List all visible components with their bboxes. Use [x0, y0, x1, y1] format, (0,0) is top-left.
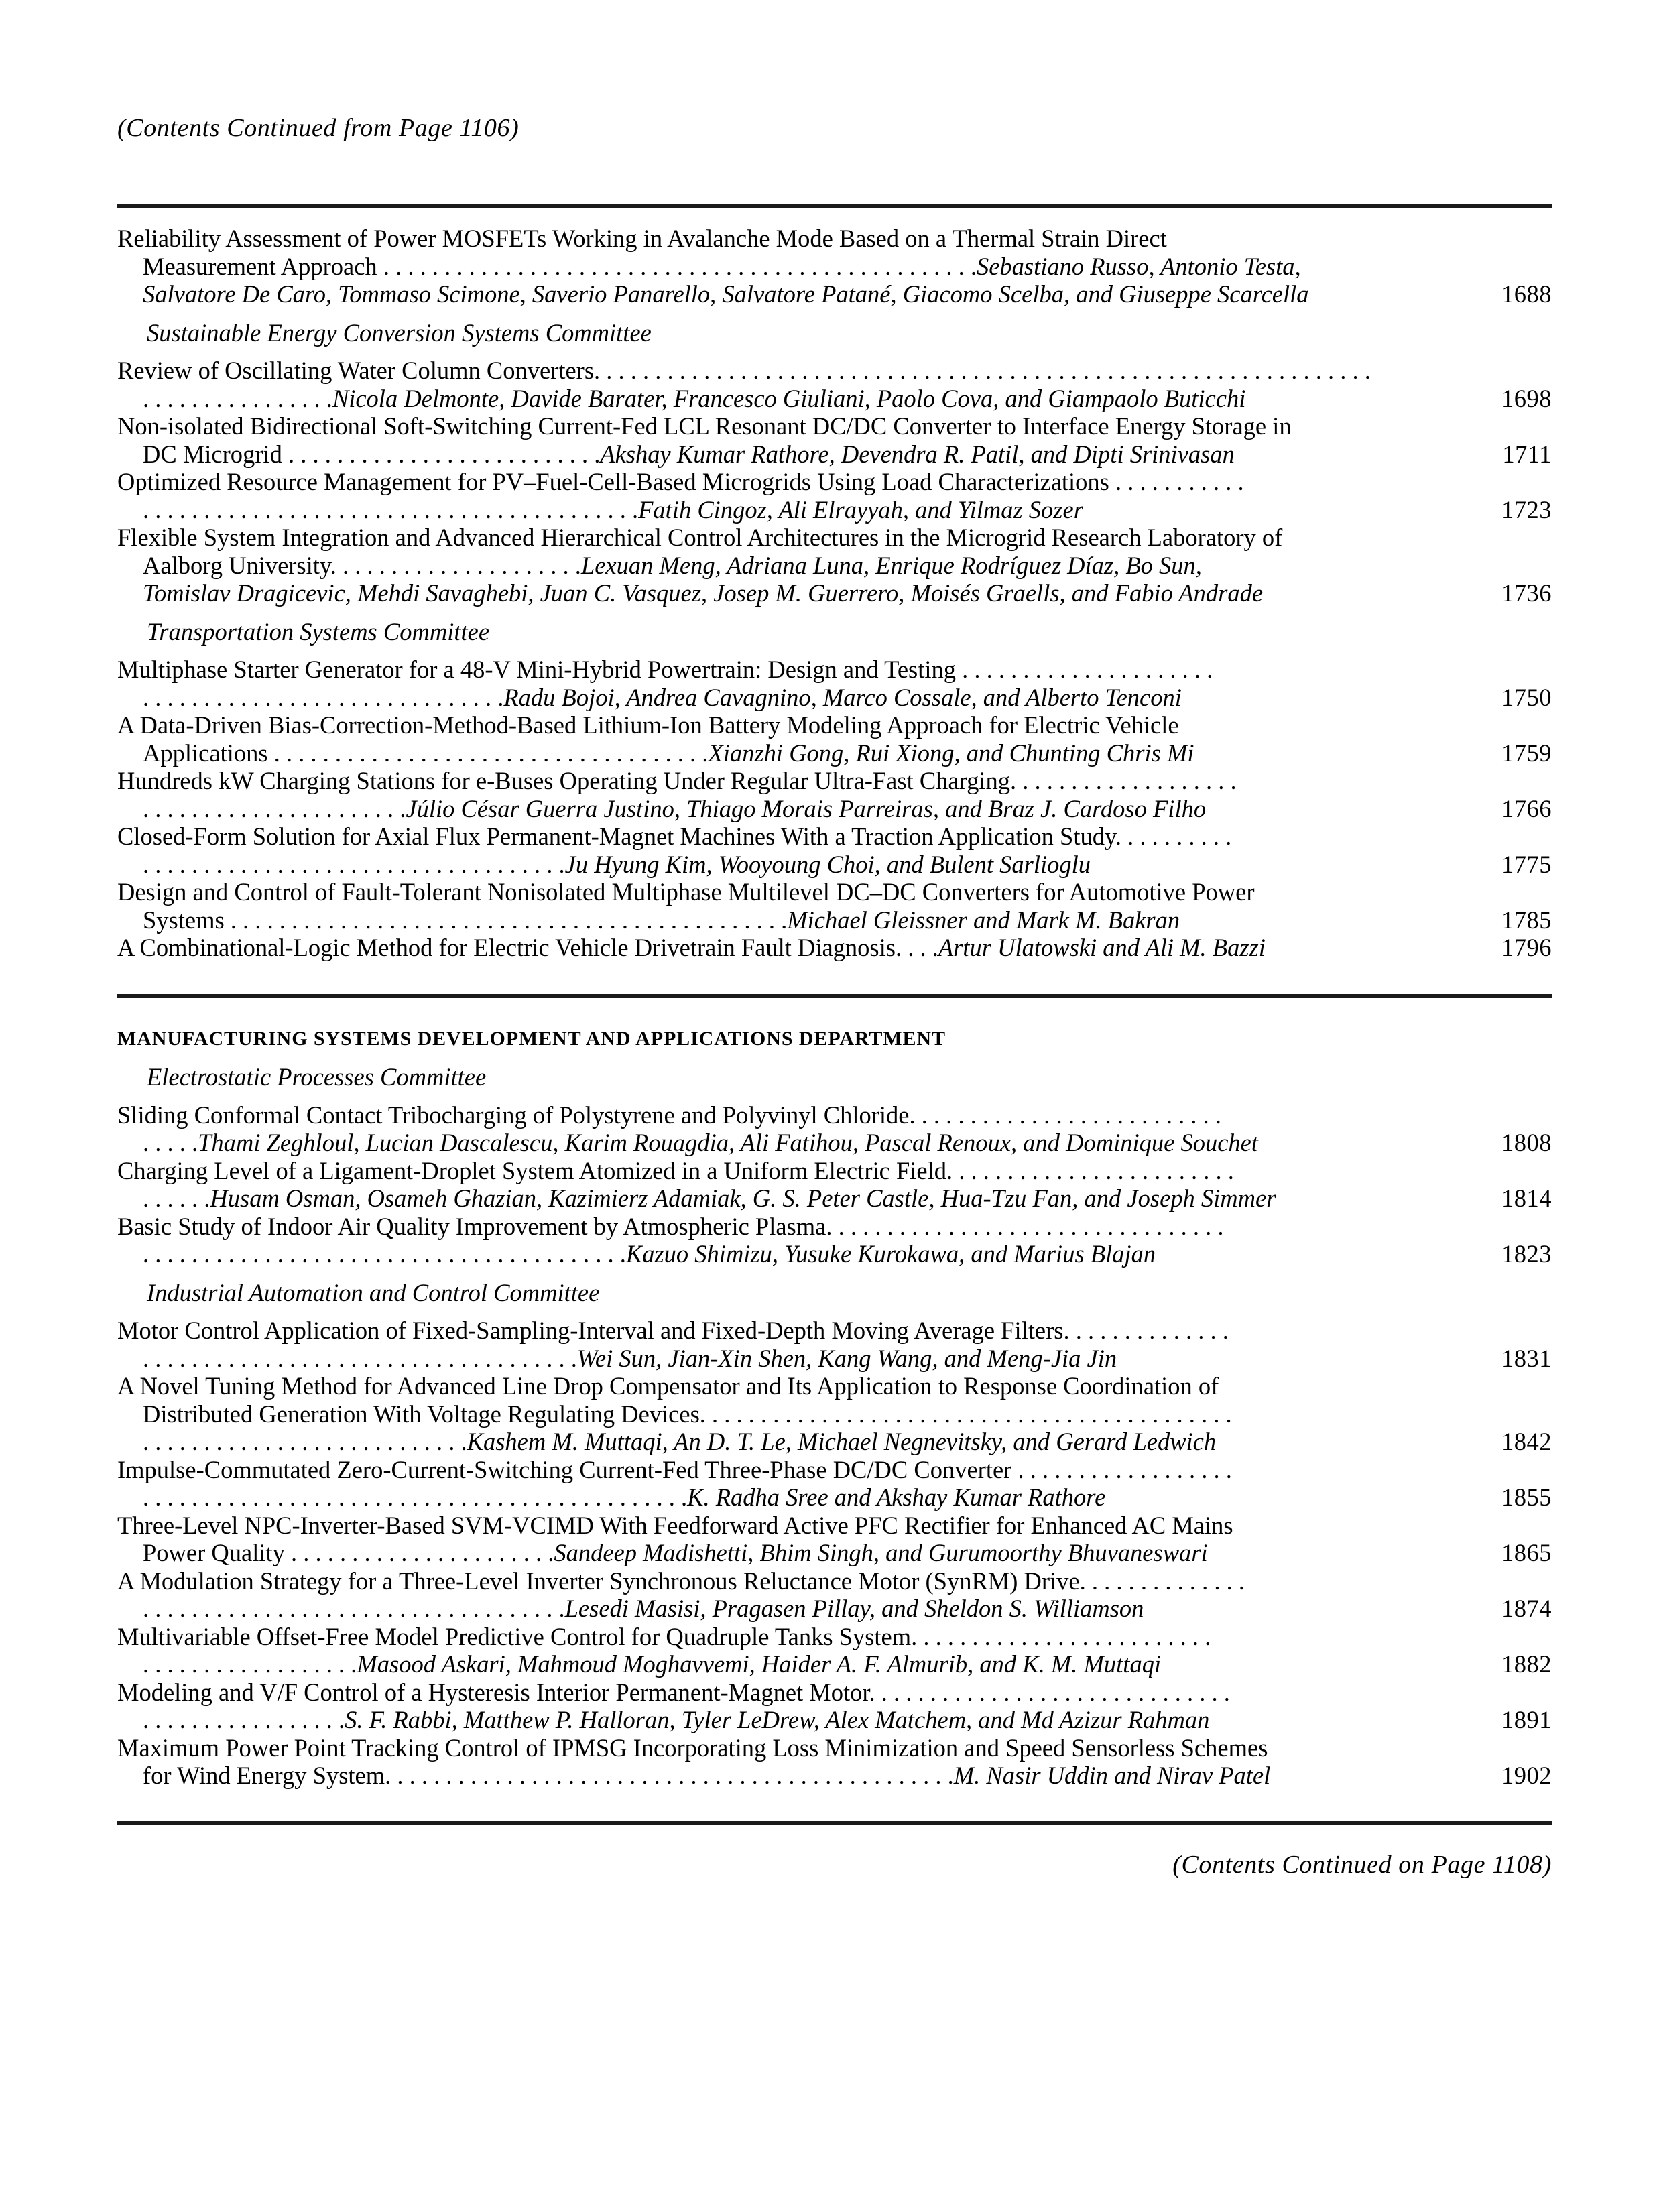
entry-title-line: Modeling and V/F Control of a Hysteresis Interior Permanent-Magnet Motor. . . . . . . . . . . . . . . . . . . . . . . . . . . . . .: [117, 1678, 1230, 1706]
entry-title-line: Multiphase Starter Generator for a 48-V Mini-Hybrid Powertrain: Design and Testing . . . . . . . . . . . . . . . . . . . . .: [117, 656, 1213, 683]
toc-entry[interactable]: [117, 1512, 1552, 1567]
toc-entry[interactable]: [117, 878, 1552, 934]
entry-title-line: A Novel Tuning Method for Advanced Line Drop Compensator and Its Application to Response Coordination of: [117, 1372, 1219, 1400]
leader-dots: . . . . . . . . . . . . . . . . . . . . . .: [284, 1539, 554, 1566]
entry-title-line: Closed-Form Solution for Axial Flux Permanent-Magnet Machines With a Traction Application Study. . . . . . . . . .: [117, 822, 1232, 850]
entry-title-line: Sliding Conformal Contact Tribocharging of Polystyrene and Polyvinyl Chloride. . . . . . . . . . . . . . . . . . . . . . . . . .: [117, 1101, 1221, 1129]
entry-title-line: Reliability Assessment of Power MOSFETs Working in Avalanche Mode Based on a Thermal Strain Direct: [117, 225, 1167, 252]
leader-dots: . . . . . .: [143, 1184, 210, 1212]
entry-page-number: 1796: [1501, 934, 1552, 961]
entry-authors-line: [117, 1650, 1448, 1678]
leader-dots: . . . . . . . . . . . . . . . . . .: [1011, 1455, 1232, 1483]
leader-dots: . . . . . . . . . .: [1115, 822, 1232, 850]
toc-entry[interactable]: [117, 656, 1552, 711]
toc-entry[interactable]: [117, 822, 1552, 878]
toc-entry[interactable]: [117, 1213, 1552, 1268]
entry-authors-line: [117, 1345, 1448, 1373]
section-rule: [117, 994, 1552, 998]
committee-heading: Industrial Automation and Control Committee: [147, 1278, 600, 1306]
entry-page-number: 1823: [1501, 1240, 1552, 1268]
toc-entry[interactable]: [117, 357, 1552, 412]
leader-dots: . . . . . . . . . . . . . . . . . . . . . . . . . . . . . . . . . . . . . . . .: [143, 1240, 626, 1268]
committee-heading: Transportation Systems Committee: [147, 617, 490, 646]
toc-entry[interactable]: [117, 1101, 1552, 1157]
leader-dots: . . . . . . . . . . . . . . . . . . . . . . . . . . . . . . . . . . . . . . . . . . . .: [699, 1400, 1232, 1428]
toc-entry[interactable]: [117, 1678, 1552, 1734]
entry-title-line: Maximum Power Point Tracking Control of IPMSG Incorporating Loss Minimization and Speed Sensorless Schemes: [117, 1733, 1268, 1762]
entry-authors: Lexuan Meng, Adriana Luna, Enrique Rodríguez Díaz, Bo Sun,: [580, 551, 1202, 579]
leader-dots: . . . . . . . . . . . . . .: [1079, 1566, 1245, 1595]
entry-title-line: Aalborg University. . . . . . . . . . . . . . . . . . . . .Lexuan Meng, Adriana Luna, Enrique Rodríguez Díaz, Bo Sun,: [143, 551, 1202, 579]
entry-title-line: Applications . . . . . . . . . . . . . . . . . . . . . . . . . . . . . . . . . . . .Xianzhi Gong, Rui Xiong, and Chunting Chris Mi: [143, 739, 1194, 767]
entry-authors: Husam Osman, Osameh Ghazian, Kazimierz Adamiak, G. S. Peter Castle, Hua-Tzu Fan, and Joseph Simmer: [210, 1184, 1276, 1212]
entry-page-number: 1736: [1501, 579, 1552, 607]
leader-dots: . . . . . . . . . . . . . . . . . . . . . . . . . . . . . .: [869, 1678, 1230, 1706]
entry-title-line: A Combinational-Logic Method for Electric Vehicle Drivetrain Fault Diagnosis. . . .Artur Ulatowski and Ali M. Bazzi: [117, 934, 1266, 961]
entry-authors: Lesedi Masisi, Pragasen Pillay, and Sheldon S. Williamson: [564, 1595, 1144, 1622]
toc-entry[interactable]: [117, 468, 1552, 524]
entry-authors: Nicola Delmonte, Davide Barater, Francesco Giuliani, Paolo Cova, and Giampaolo Buticchi: [332, 384, 1246, 412]
entry-page-number: 1711: [1502, 440, 1552, 468]
entry-page-number: 1882: [1501, 1650, 1552, 1678]
entry-authors-line: [117, 1483, 1448, 1512]
entry-page-number: 1874: [1501, 1595, 1552, 1622]
leader-dots: . . . . . . . . . . . . . . . . . . . . . . . . . .: [909, 1101, 1221, 1129]
entry-authors: Sebastiano Russo, Antonio Testa,: [976, 252, 1301, 280]
entry-title-line: DC Microgrid . . . . . . . . . . . . . . . . . . . . . . . . . .Akshay Kumar Rathore, Devendra R. Patil, and Dipti Srinivasan: [143, 440, 1235, 468]
page-content: [117, 0, 1552, 1879]
toc-entry[interactable]: [117, 1372, 1552, 1456]
entry-title-line: Distributed Generation With Voltage Regulating Devices. . . . . . . . . . . . . . . . . . . . . . . . . . . . . . . . . . . . . . . . . . . .: [143, 1400, 1232, 1428]
entry-authors-line: [117, 795, 1448, 823]
toc-entry[interactable]: [117, 1734, 1552, 1790]
contents-continued-from: (Contents Continued from Page 1106): [117, 114, 519, 142]
entry-title-line: Impulse-Commutated Zero-Current-Switching Current-Fed Three-Phase DC/DC Converter . . . . . . . . . . . . . . . . . .: [117, 1455, 1232, 1483]
leader-dots: . . . . . . . . . . . . . . . . . . . . . . . . . . . . . . . . . . . . . . . . . . . . . .: [224, 906, 788, 934]
leader-dots: . . . . . . . . . . . . . . . . . .: [143, 1650, 357, 1678]
toc-entry[interactable]: [117, 524, 1552, 607]
entry-authors: S. F. Rabbi, Matthew P. Halloran, Tyler LeDrew, Alex Matchem, and Md Azizur Rahman: [345, 1706, 1210, 1733]
toc-entry[interactable]: [117, 1623, 1552, 1678]
leader-dots: . . . . .: [143, 1129, 198, 1156]
top-rule: [117, 204, 1552, 208]
leader-dots: . . . . . . . . . . . . . . . . . . . . . . . .: [946, 1156, 1234, 1184]
entry-page-number: 1891: [1501, 1706, 1552, 1733]
entry-authors-line: [117, 1129, 1448, 1157]
entry-authors: Akshay Kumar Rathore, Devendra R. Patil, and Dipti Srinivasan: [600, 440, 1235, 468]
entry-page-number: 1723: [1501, 495, 1552, 524]
entry-authors: Thami Zeghloul, Lucian Dascalescu, Karim Rouagdia, Ali Fatihou, Pascal Renoux, and Dominique Souchet: [198, 1129, 1258, 1156]
entry-authors: Fatih Cingoz, Ali Elrayyah, and Yilmaz Sozer: [638, 495, 1083, 524]
entry-title-line: Charging Level of a Ligament-Droplet System Atomized in a Uniform Electric Field. . . . . . . . . . . . . . . . . . . . . . . .: [117, 1156, 1234, 1184]
toc-entry[interactable]: [117, 934, 1552, 962]
entry-authors: Kashem M. Muttaqi, An D. T. Le, Michael Negnevitsky, and Gerard Ledwich: [467, 1428, 1217, 1455]
entry-page-number: 1785: [1501, 906, 1552, 934]
entry-authors-line: [117, 1428, 1448, 1456]
entry-authors: Ju Hyung Kim, Wooyoung Choi, and Bulent Sarlioglu: [564, 850, 1091, 878]
entry-page-number: 1688: [1501, 280, 1552, 308]
leader-dots: . . . . . . . . . . . . . . . . . . . . . . . . . . . . . . . . . . . .: [267, 739, 709, 767]
leader-dots: . . . . . . . . . . . . . . . . . . . . . . . . . . . . . . . . .: [826, 1212, 1224, 1240]
entry-page-number: 1865: [1501, 1539, 1552, 1566]
toc-entry[interactable]: [117, 412, 1552, 468]
entry-page-number: 1855: [1501, 1483, 1552, 1511]
toc-entry[interactable]: [117, 1316, 1552, 1372]
leader-dots: . . . . . . . . . . . . . . . . . . . . . . . . . . . . . . . . . . . . . . . . . . . . . . . . .: [377, 252, 977, 280]
entry-authors: Artur Ulatowski and Ali M. Bazzi: [938, 934, 1266, 961]
leader-dots: . . . . . . . . . . . . . . . . . . . . . . . . . .: [282, 440, 601, 468]
committee-heading: Electrostatic Processes Committee: [147, 1063, 487, 1091]
leader-dots: . . . . . . . . . . . . . . . . . . . . . . . . . . . . . . . . . . . .: [143, 1344, 577, 1372]
entry-page-number: 1808: [1501, 1129, 1552, 1156]
leader-dots: . . . . . . . . . . . . . .: [1063, 1316, 1229, 1344]
leader-dots: . . . . . . . . . . . . . . . . . . . . . . . . .: [911, 1622, 1211, 1650]
entry-page-number: 1759: [1501, 739, 1552, 767]
entry-authors: Salvatore De Caro, Tommaso Scimone, Saverio Panarello, Salvatore Patané, Giacomo Scelba, and Giuseppe Scarcella: [143, 280, 1309, 308]
entry-title-line: Optimized Resource Management for PV–Fuel-Cell-Based Microgrids Using Load Characterizations . . . . . . . . . . .: [117, 468, 1244, 495]
entry-page-number: 1831: [1501, 1344, 1552, 1372]
entry-authors-line: [117, 385, 1448, 413]
entry-authors-line: [117, 1240, 1448, 1268]
department-heading: MANUFACTURING SYSTEMS DEVELOPMENT AND APPLICATIONS DEPARTMENT: [117, 1027, 946, 1050]
toc-list-bottom: [117, 1101, 1552, 1790]
leader-dots: . . . . . . . . . . . . . . . . . . . . . . . . . . . . . . . . . . . . . . . . . . . . . . . . . . . . . . . . . . . . . . . .: [594, 357, 1371, 384]
entry-authors: Sandeep Madishetti, Bhim Singh, and Gurumoorthy Bhuvaneswari: [554, 1539, 1208, 1566]
toc-entry[interactable]: [117, 225, 1552, 308]
entry-title-line: for Wind Energy System. . . . . . . . . . . . . . . . . . . . . . . . . . . . . . . . . . . . . . . . . . . . . . .M. Nasir Uddin and Nirav Patel: [143, 1762, 1271, 1789]
entry-title-line: Multivariable Offset-Free Model Predictive Control for Quadruple Tanks System. . . . . . . . . . . . . . . . . . . . . . . . .: [117, 1622, 1211, 1650]
entry-authors: Kazuo Shimizu, Yusuke Kurokawa, and Marius Blajan: [625, 1240, 1156, 1268]
leader-dots: . . . . . . . . . . . . . . . . . . . . .: [956, 656, 1213, 683]
entry-authors-line: [117, 684, 1448, 712]
leader-dots: . . . . . . . . . . . . . . . . . . . . . . . . . . .: [143, 1428, 467, 1455]
leader-dots: . . . . . . . . . . . . . . . . . . . . . . . . . . . . . . . . . . .: [143, 1595, 565, 1622]
leader-dots: . . . . . . . . . . . . . . . . . . . . . .: [143, 794, 406, 822]
entry-page-number: 1766: [1501, 794, 1552, 822]
entry-page-number: 1842: [1501, 1428, 1552, 1455]
committee-heading: Sustainable Energy Conversion Systems Committee: [147, 318, 652, 347]
toc-entry[interactable]: [117, 1456, 1552, 1512]
entry-authors-line: [117, 1184, 1448, 1213]
entry-title-line: Basic Study of Indoor Air Quality Improvement by Atmospheric Plasma. . . . . . . . . . . . . . . . . . . . . . . . . . . . . . . . .: [117, 1212, 1224, 1240]
entry-title-line: Three-Level NPC-Inverter-Based SVM-VCIMD With Feedforward Active PFC Rectifier for Enhanced AC Mains: [117, 1511, 1233, 1539]
entry-title-line: Power Quality . . . . . . . . . . . . . . . . . . . . . .Sandeep Madishetti, Bhim Singh, and Gurumoorthy Bhuvaneswari: [143, 1539, 1208, 1566]
entry-authors-line: [117, 1706, 1448, 1734]
leader-dots: . . . . . . . . . . . . . . . . . . . . .: [330, 551, 581, 579]
entry-page-number: 1902: [1501, 1762, 1552, 1789]
toc-entry[interactable]: [117, 711, 1552, 767]
entry-authors-line: [117, 496, 1448, 524]
entry-title-line: Measurement Approach . . . . . . . . . . . . . . . . . . . . . . . . . . . . . . . . . . . . . . . . . . . . . . . . .Sebastiano Russo, Antonio Testa,: [143, 252, 1301, 280]
entry-title-line: A Modulation Strategy for a Three-Level Inverter Synchronous Reluctance Motor (SynRM) Drive. . . . . . . . . . . . . .: [117, 1566, 1245, 1595]
leader-dots: . . . . . . . . . . . . . . . . . . . . . . . . . . . . . . . . . . . . . . . . . . . . .: [143, 1483, 688, 1511]
leader-dots: . . . . . . . . . . . . . . . .: [143, 384, 332, 412]
entry-title-line: Flexible System Integration and Advanced Hierarchical Control Architectures in the Microgrid Research Laboratory of: [117, 524, 1283, 551]
leader-dots: . . . . . . . . . . . . . . . . .: [143, 1706, 345, 1733]
leader-dots: . . . . . . . . . . . . . . . . . . . . . . . . . . . . . . . . . . .: [143, 850, 565, 878]
entry-page-number: 1775: [1501, 850, 1552, 878]
leader-dots: . . . . . . . . . . .: [1109, 468, 1244, 495]
entry-authors: Michael Gleissner and Mark M. Bakran: [787, 906, 1180, 934]
entry-title-line: Review of Oscillating Water Column Converters. . . . . . . . . . . . . . . . . . . . . . . . . . . . . . . . . . . . . . . . . . . . . . . . . . . . . . . . . . . . . . . .: [117, 357, 1371, 384]
entry-authors: K. Radha Sree and Akshay Kumar Rathore: [687, 1483, 1106, 1511]
entry-authors: Wei Sun, Jian-Xin Shen, Kang Wang, and Meng-Jia Jin: [576, 1344, 1117, 1372]
toc-list-top: [117, 225, 1552, 962]
entry-title-line: A Data-Driven Bias-Correction-Method-Based Lithium-Ion Battery Modeling Approach for Electric Vehicle: [117, 711, 1179, 739]
leader-dots: . . . . . . . . . . . . . . . . . . . . . . . . . . . . . . . . . . . . . . . . .: [143, 495, 639, 524]
entry-page-number: 1814: [1501, 1184, 1552, 1212]
bottom-rule: [117, 1821, 1552, 1825]
entry-authors: M. Nasir Uddin and Nirav Patel: [953, 1762, 1271, 1789]
leader-dots: . . . .: [895, 934, 938, 961]
entry-authors: Júlio César Guerra Justino, Thiago Morais Parreiras, and Braz J. Cardoso Filho: [406, 794, 1207, 822]
entry-page-number: 1750: [1501, 683, 1552, 711]
entry-authors-line: [117, 1595, 1448, 1623]
leader-dots: . . . . . . . . . . . . . . . . . . . . . . . . . . . . . .: [143, 683, 504, 711]
toc-entry[interactable]: [117, 1157, 1552, 1213]
entry-title-line: Systems . . . . . . . . . . . . . . . . . . . . . . . . . . . . . . . . . . . . . . . . . . . . . .Michael Gleissner and Mark M. Bakran: [143, 906, 1180, 934]
leader-dots: . . . . . . . . . . . . . . . . . . . . . . . . . . . . . . . . . . . . . . . . . . . . . . .: [385, 1762, 954, 1789]
entry-title-line: Design and Control of Fault-Tolerant Nonisolated Multiphase Multilevel DC–DC Converters for Automotive Power: [117, 878, 1255, 906]
leader-dots: . . . . . . . . . . . . . . . . . . .: [1010, 767, 1237, 794]
toc-entry[interactable]: [117, 1567, 1552, 1623]
entry-authors: Radu Bojoi, Andrea Cavagnino, Marco Cossale, and Alberto Tenconi: [503, 683, 1182, 711]
entry-title-line: Hundreds kW Charging Stations for e-Buses Operating Under Regular Ultra-Fast Charging. . . . . . . . . . . . . . . . . . .: [117, 767, 1237, 794]
entry-authors: Tomislav Dragicevic, Mehdi Savaghebi, Juan C. Vasquez, Josep M. Guerrero, Moisés Graells, and Fabio Andrade: [143, 579, 1264, 607]
entry-authors: Masood Askari, Mahmoud Moghavvemi, Haider A. F. Almurib, and K. M. Muttaqi: [357, 1650, 1162, 1678]
entry-authors: Xianzhi Gong, Rui Xiong, and Chunting Chris Mi: [708, 739, 1194, 767]
entry-title-line: Motor Control Application of Fixed-Sampling-Interval and Fixed-Depth Moving Average Filters. . . . . . . . . . . . . .: [117, 1316, 1229, 1344]
entry-page-number: 1698: [1501, 384, 1552, 412]
contents-continued-on: (Contents Continued on Page 1108): [1172, 1850, 1552, 1879]
entry-title-line: Non-isolated Bidirectional Soft-Switching Current-Fed LCL Resonant DC/DC Converter to Interface Energy Storage in: [117, 412, 1292, 440]
toc-entry[interactable]: [117, 767, 1552, 822]
entry-authors-line: [117, 851, 1448, 879]
